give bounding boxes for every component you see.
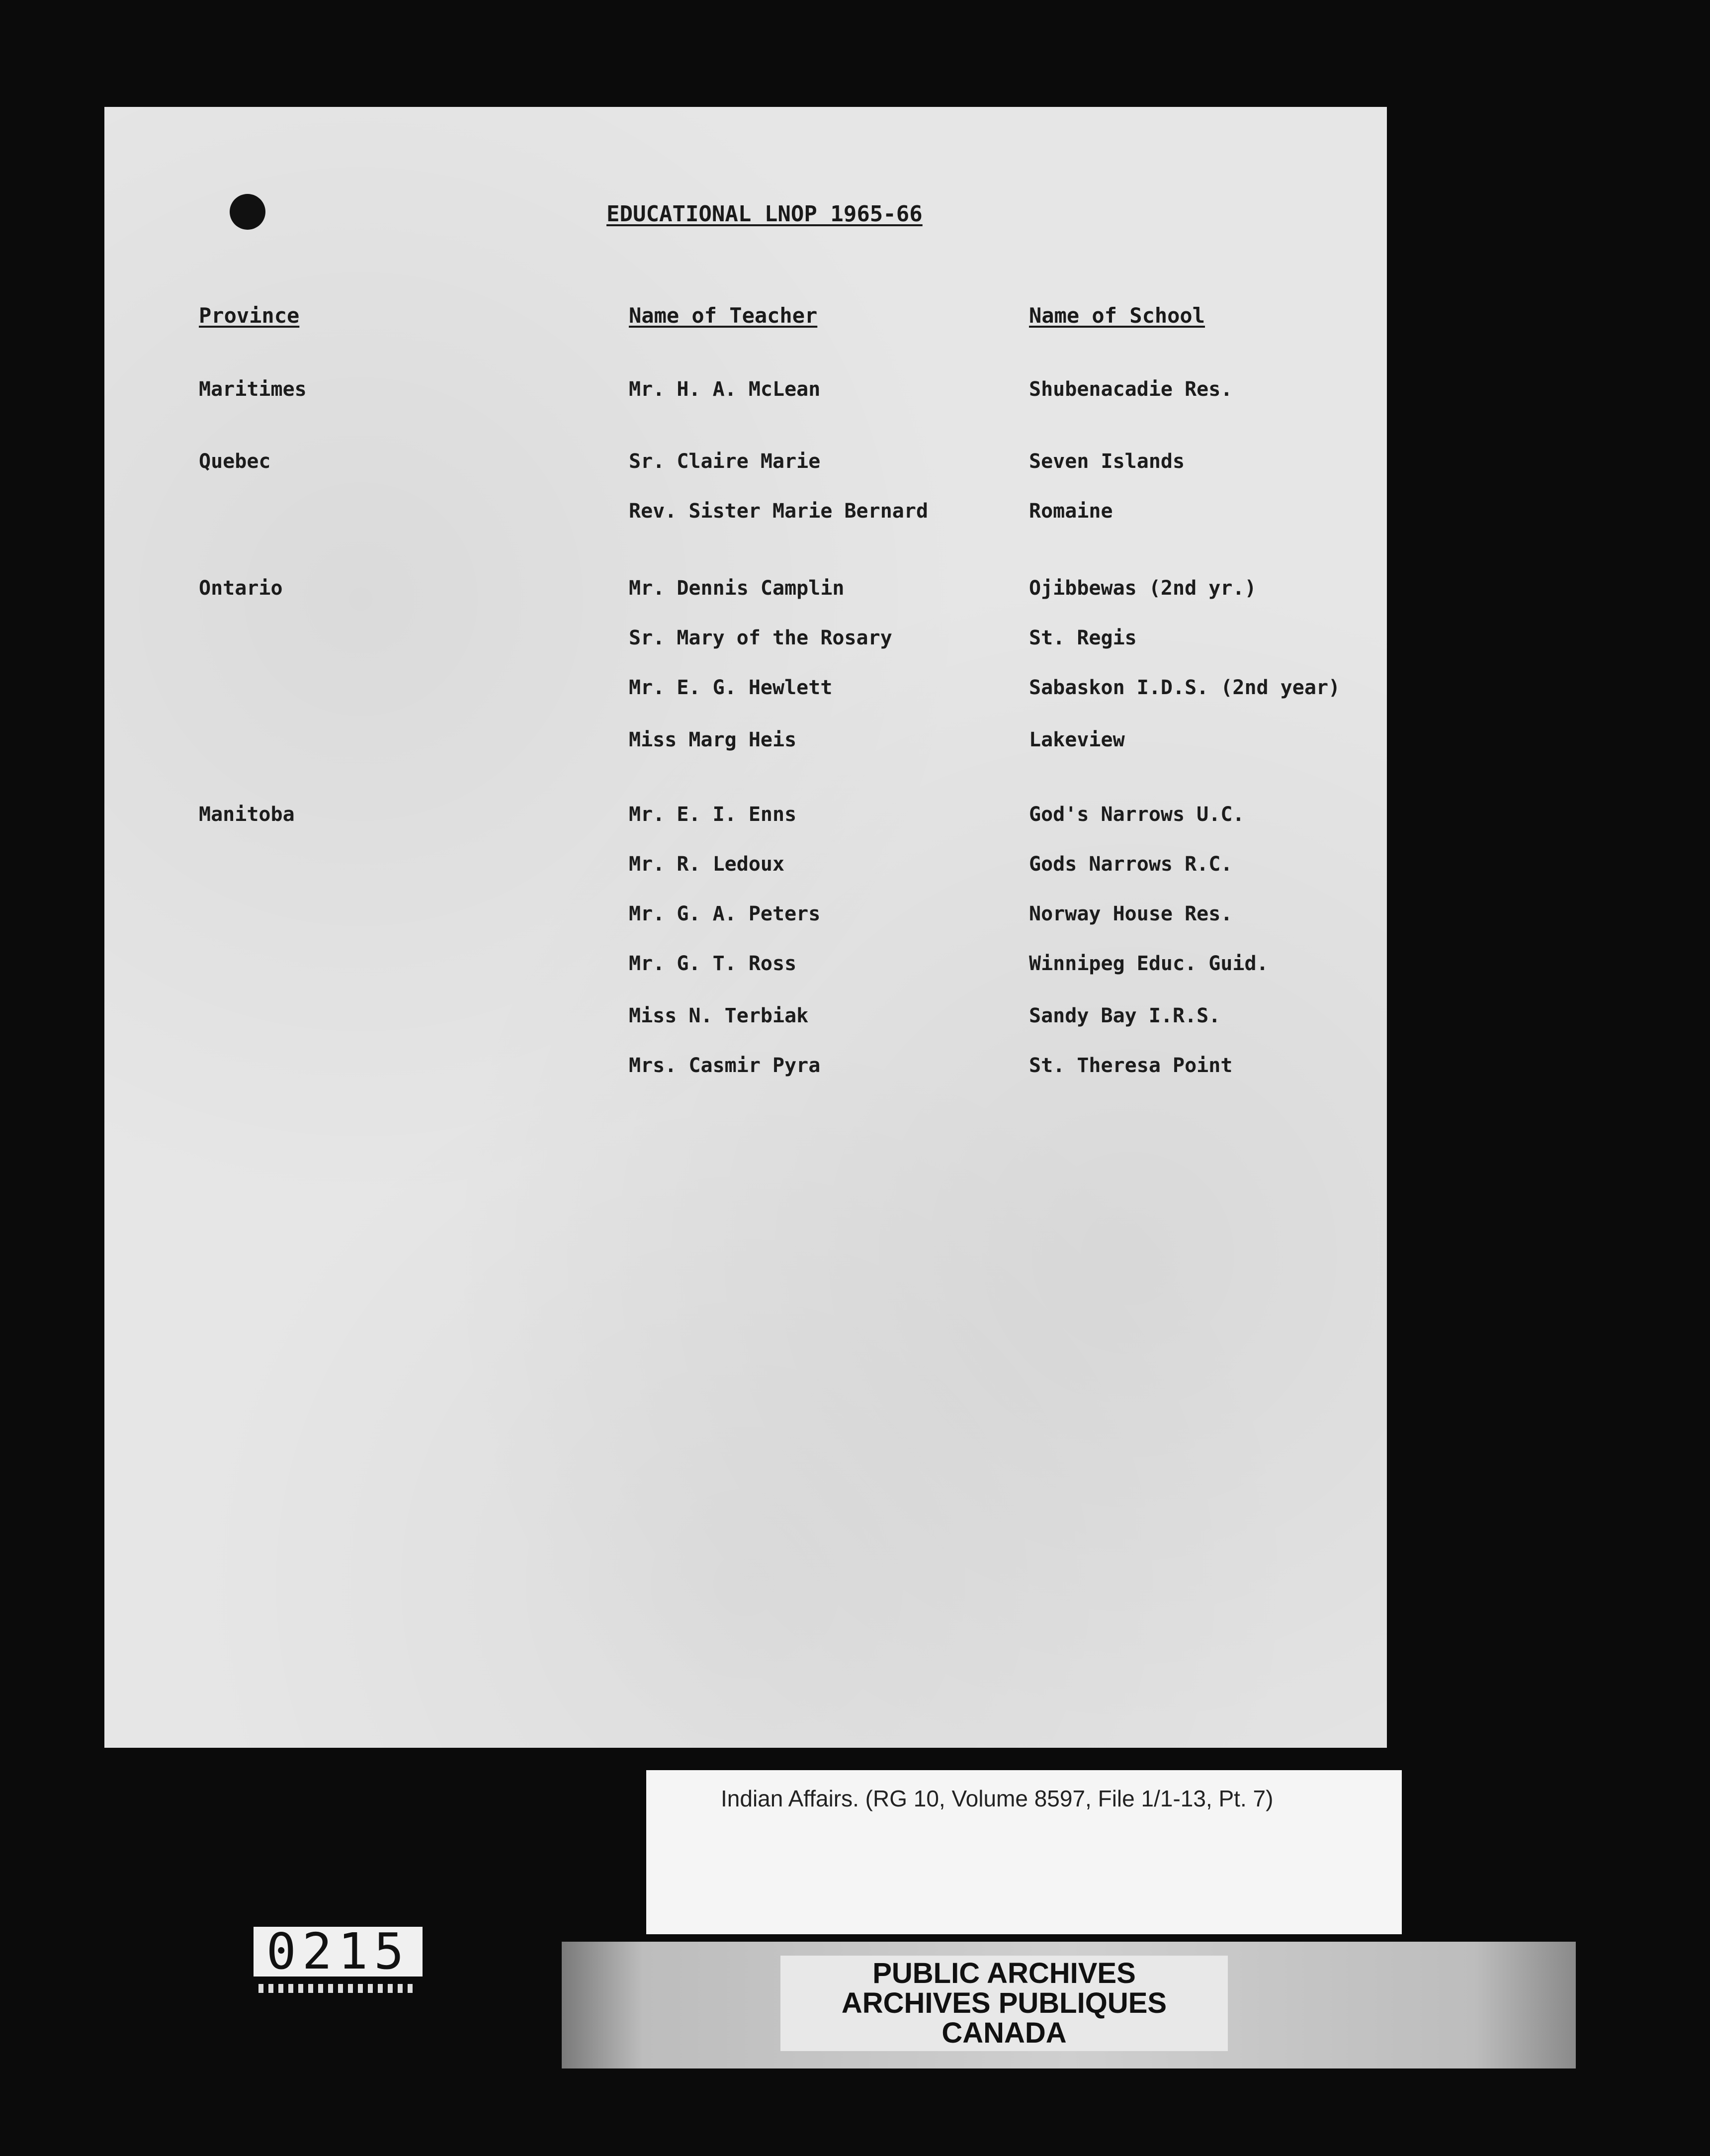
row-teacher: Mrs. Casmir Pyra [629, 1054, 821, 1077]
row-school: Sabaskon I.D.S. (2nd year) [1029, 676, 1341, 699]
row-teacher: Mr. H. A. McLean [629, 378, 821, 401]
row-school: Sandy Bay I.R.S. [1029, 1004, 1221, 1027]
row-school: Ojibbewas (2nd yr.) [1029, 577, 1257, 600]
row-school: Gods Narrows R.C. [1029, 853, 1233, 876]
row-school: St. Regis [1029, 627, 1137, 649]
document-page [104, 107, 1387, 1748]
header-teacher: Name of Teacher [629, 303, 818, 328]
row-school: Romaine [1029, 500, 1113, 523]
row-teacher: Sr. Claire Marie [629, 450, 821, 473]
row-teacher: Mr. G. A. Peters [629, 902, 821, 925]
row-teacher: Miss N. Terbiak [629, 1004, 809, 1027]
row-school: Winnipeg Educ. Guid. [1029, 952, 1269, 975]
row-teacher: Mr. E. I. Enns [629, 803, 797, 826]
row-teacher: Mr. G. T. Ross [629, 952, 797, 975]
counter-ticks [258, 1984, 418, 1993]
stamp-line-2: ARCHIVES PUBLIQUES [841, 1987, 1167, 2019]
document-title: EDUCATIONAL LNOP 1965-66 [606, 201, 923, 227]
archives-stamp-strip [562, 1942, 1576, 2068]
row-school: God's Narrows U.C. [1029, 803, 1245, 826]
punch-hole [230, 194, 265, 230]
row-school: St. Theresa Point [1029, 1054, 1233, 1077]
header-school: Name of School [1029, 303, 1205, 328]
row-school: Lakeview [1029, 728, 1125, 751]
row-school: Seven Islands [1029, 450, 1185, 473]
row-province: Quebec [199, 450, 271, 473]
row-teacher: Miss Marg Heis [629, 728, 797, 751]
row-school: Norway House Res. [1029, 902, 1233, 925]
row-school: Shubenacadie Res. [1029, 378, 1233, 401]
row-teacher: Sr. Mary of the Rosary [629, 627, 892, 649]
stamp-line-3: CANADA [941, 2017, 1067, 2049]
row-teacher: Mr. Dennis Camplin [629, 577, 845, 600]
citation-card [646, 1770, 1402, 1934]
header-province: Province [199, 303, 300, 328]
row-teacher: Rev. Sister Marie Bernard [629, 500, 929, 523]
citation-text: Indian Affairs. (RG 10, Volume 8597, File 1/1-13, Pt. 7) [721, 1786, 1274, 1811]
stamp-line-1: PUBLIC ARCHIVES [872, 1957, 1136, 1989]
frame-counter: 0215 [254, 1927, 423, 1976]
row-teacher: Mr. R. Ledoux [629, 853, 785, 876]
row-province: Maritimes [199, 378, 307, 401]
row-province: Manitoba [199, 803, 295, 826]
row-teacher: Mr. E. G. Hewlett [629, 676, 833, 699]
row-province: Ontario [199, 577, 283, 600]
archives-stamp [780, 1956, 1228, 2051]
